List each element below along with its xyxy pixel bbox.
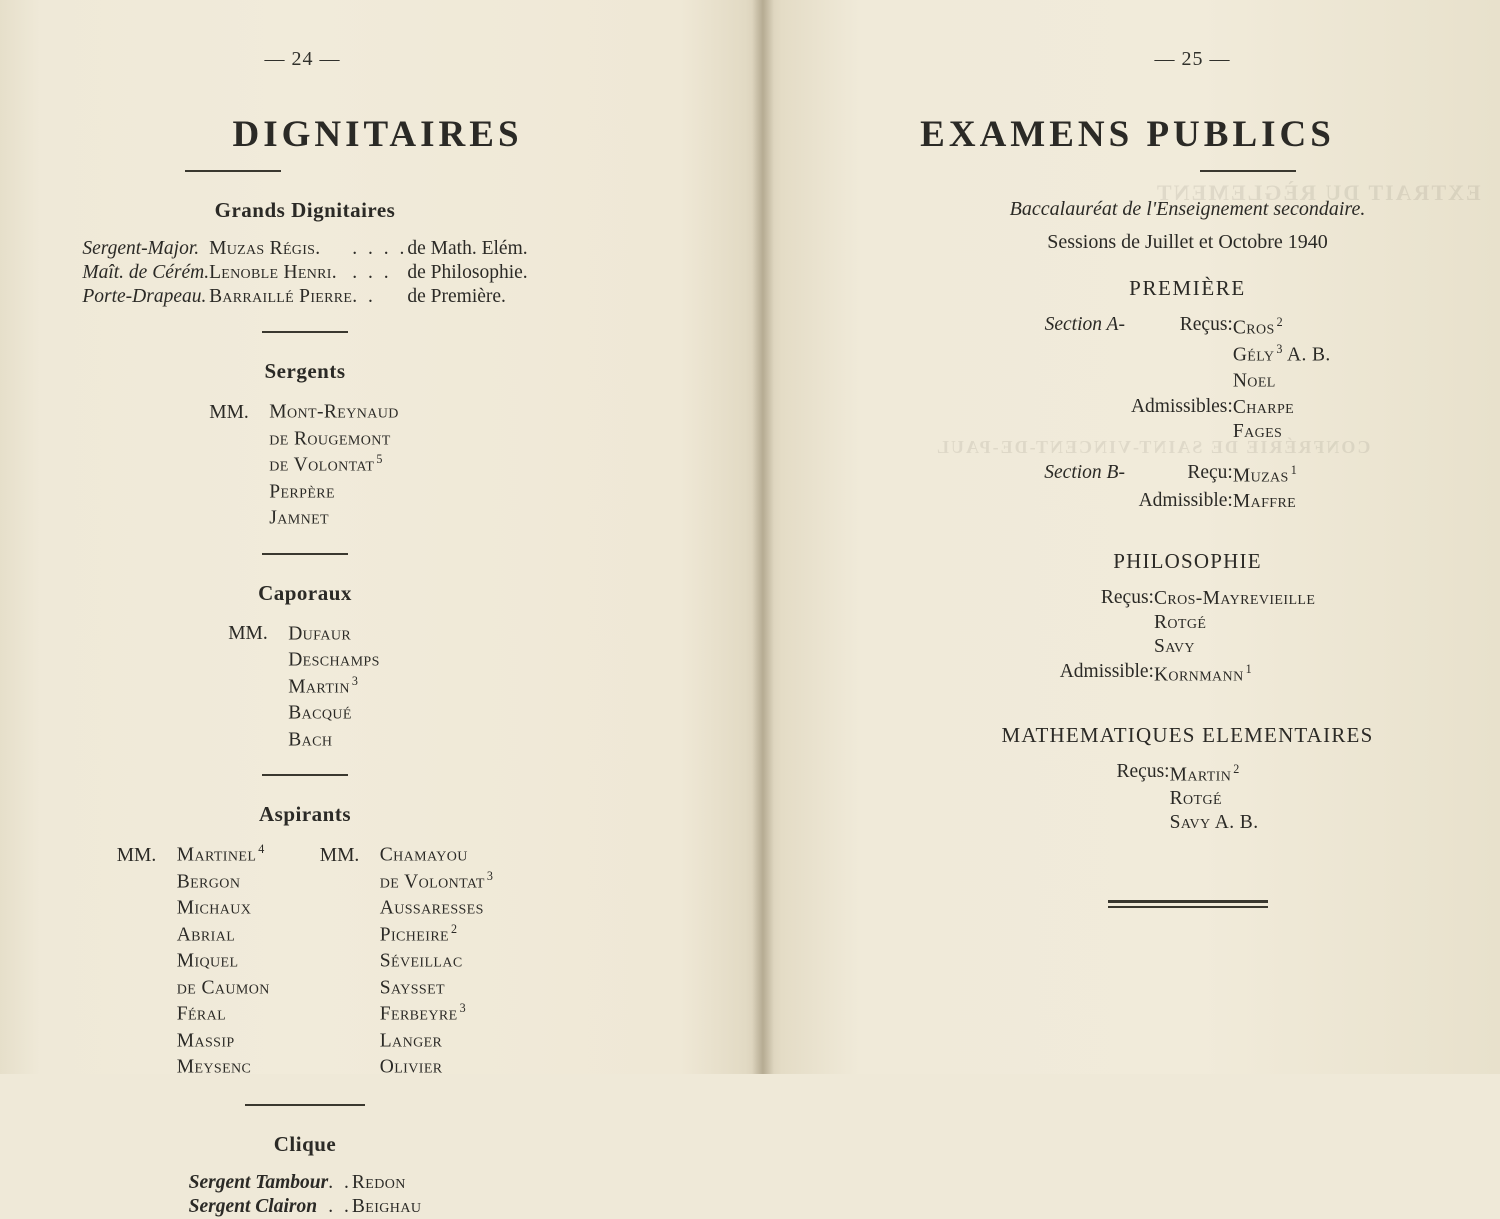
footnote-marker [445, 975, 447, 989]
person-name: Cros $^2$ [1232, 315, 1284, 339]
dignitary-role: Porte-Drapeau. [82, 286, 207, 307]
person-name: Redon [351, 1171, 406, 1193]
list-item [320, 1027, 494, 1054]
person-name: Michaux [177, 894, 272, 921]
mm-label-spacer [228, 726, 288, 753]
dash: - [1118, 314, 1125, 335]
exam-section [1044, 489, 1118, 515]
person-name: Féral [177, 1000, 272, 1027]
clique-role: Sergent Tambour [188, 1171, 329, 1193]
mm-label-spacer [228, 699, 288, 726]
footnote-marker [251, 895, 253, 909]
person-name: Massip [177, 1027, 272, 1054]
results-table-premiere [1044, 313, 1330, 515]
list-item [320, 974, 494, 1001]
person-name: de Caumon [177, 974, 272, 1001]
person-name: Chamayou [380, 841, 494, 868]
dash [1118, 395, 1131, 445]
list-item [209, 398, 401, 425]
section-divider [262, 553, 348, 555]
sergents-list [209, 398, 401, 531]
colon: : [1164, 760, 1170, 782]
section-heading-sergents: Sergents [264, 359, 346, 383]
list-item [117, 974, 272, 1001]
mm-label-spacer [320, 1000, 380, 1027]
list-item [320, 921, 494, 948]
list-item [209, 478, 401, 505]
footnote-marker [484, 895, 486, 909]
footnote-marker: 3 [1276, 341, 1283, 356]
section-heading-caporaux: Caporaux [258, 580, 352, 605]
results-table-philosophie [1060, 586, 1316, 689]
footnote-marker [391, 426, 393, 440]
mm-label: MM. [228, 623, 268, 644]
dash: - [1118, 461, 1125, 483]
footnote-marker [226, 1001, 228, 1015]
footnote-marker [235, 1028, 237, 1042]
exam-section: Section B [1044, 461, 1119, 483]
person-name: Maffre [1232, 491, 1297, 512]
footnote-marker [251, 1054, 253, 1068]
list-item [228, 620, 382, 647]
person-name: Muzas $^1$ [1232, 462, 1298, 486]
person-name: Olivier [380, 1053, 494, 1080]
list-item [320, 841, 494, 868]
leader-dots: . . [328, 1195, 352, 1217]
person-name: Rotgé [1169, 788, 1222, 809]
person-name: Séveillac [380, 947, 494, 974]
person-name: Miquel [177, 947, 272, 974]
person-name: Noel [1233, 367, 1331, 394]
mention-suffix: A. B. [1286, 344, 1331, 365]
list-item [117, 894, 272, 921]
colon: : [1227, 314, 1233, 335]
mm-label-spacer [117, 868, 177, 895]
footnote-marker: 1 [1290, 462, 1298, 477]
person-name: Cros-Mayrevieille [1153, 588, 1316, 609]
mm-label-spacer [320, 894, 380, 921]
table-row [82, 261, 527, 285]
person-name: Charpe [1232, 396, 1295, 418]
list-item [320, 947, 494, 974]
table-row [189, 1171, 422, 1195]
footnote-marker [352, 700, 354, 714]
leader-dots: . . [328, 1171, 352, 1193]
dignitary-class: de Philosophie. [407, 262, 528, 283]
mm-label-spacer [320, 1053, 380, 1080]
footnote-marker [240, 869, 242, 883]
section-heading-clique: Clique [273, 1131, 337, 1156]
footnote-marker: 3 [351, 673, 359, 688]
dignitary-role: Maît. de Cérém. [82, 262, 210, 283]
person-name: Gély $^3$ A. B. [1232, 341, 1331, 365]
person-name: Saysset [380, 974, 494, 1001]
mm-label-spacer [209, 478, 269, 505]
result-label: Admissibles [1130, 395, 1228, 417]
results-table-mathematiques [1117, 760, 1259, 837]
footnote-marker [332, 727, 334, 741]
dash [1118, 489, 1131, 515]
exam-section: Section A [1044, 314, 1119, 335]
list-item [320, 1053, 494, 1080]
colon: : [1227, 490, 1233, 511]
footnote-marker [335, 479, 337, 493]
dignitary-role: Sergent-Major. [82, 238, 200, 259]
footnote-marker [468, 842, 470, 856]
end-ornament-rule [1108, 900, 1268, 908]
section-heading-aspirants: Aspirants [258, 802, 352, 826]
result-label: Admissible [1138, 490, 1228, 511]
dignitary-name: Barraillé Pierre [209, 286, 353, 307]
result-names [1170, 760, 1259, 837]
table-row [1044, 395, 1330, 445]
person-name: Perpère [269, 478, 401, 505]
person-name: Savy [1153, 636, 1195, 657]
leader-dots: . . [352, 286, 376, 307]
leader-dots: . . . [352, 262, 392, 283]
list-item [228, 699, 382, 726]
footnote-marker: 2 [1233, 761, 1240, 776]
list-item [320, 1000, 494, 1027]
person-name: Ferbeyre $^3$ [379, 1001, 467, 1025]
footnote-marker [270, 975, 272, 989]
colon: : [1227, 461, 1233, 483]
mm-label-spacer [228, 673, 288, 700]
person-name: Bacqué [288, 699, 382, 726]
footnote-marker: 2 [451, 921, 458, 936]
dignitary-name: Lenoble Henri. [209, 262, 337, 283]
person-name: Dufaur [288, 620, 382, 647]
aspirants-columns [0, 841, 755, 1080]
list-item [117, 868, 272, 895]
table-row [189, 1195, 422, 1219]
dignitary-class: de Première. [407, 286, 506, 307]
mm-label-spacer [320, 868, 380, 895]
person-name: Martinel $^4$ [176, 842, 265, 866]
table-row [1060, 660, 1316, 689]
colon: : [1148, 661, 1154, 682]
section-divider [262, 331, 348, 333]
person-name: Kornmann $^1$ [1153, 662, 1253, 686]
person-name: Aussaresses [380, 894, 494, 921]
person-name: de Volontat $^5$ [269, 452, 383, 476]
list-item [209, 504, 401, 531]
title-rule-left [185, 170, 281, 172]
result-names [1233, 395, 1331, 445]
person-name: Meysenc [177, 1053, 272, 1080]
list-item [320, 868, 494, 895]
clique-role: Sergent Clairon [188, 1195, 318, 1217]
section-divider [245, 1104, 365, 1106]
person-name: Martin $^3$ [288, 673, 359, 697]
bleed-through-text-2: CONFRÉRIE DE SAINT-VINCENT-DE-PAUL [935, 437, 1371, 457]
mm-label-spacer [320, 974, 380, 1001]
table-row [1044, 313, 1330, 395]
page-title-right: EXAMENS PUBLICS [920, 114, 1335, 155]
caporaux-list [228, 620, 382, 753]
person-name: Martin $^2$ [1169, 761, 1240, 785]
footnote-marker [351, 621, 353, 635]
footnote-marker [442, 1028, 444, 1042]
person-name: Savy A. B. [1169, 812, 1259, 833]
result-names [1154, 660, 1315, 689]
result-label: Reçus [1100, 587, 1149, 608]
table-row [1044, 461, 1330, 490]
person-name: Jamnet [269, 504, 401, 531]
footnote-marker: 3 [486, 868, 494, 883]
list-item [209, 451, 401, 478]
list-item [320, 894, 494, 921]
table-row [82, 285, 527, 309]
exam-section [1044, 395, 1118, 445]
mm-label-spacer [117, 974, 177, 1001]
page-title-left: DIGNITAIRES [232, 114, 523, 155]
footnote-marker [1276, 368, 1278, 382]
page-number-right: — 25 — [1154, 48, 1231, 70]
aspirants-column-1 [117, 841, 272, 1080]
mm-label-spacer [117, 894, 177, 921]
mm-label-spacer [228, 646, 288, 673]
list-item [228, 726, 382, 753]
exam-subtitle-italic: Baccalauréat de l'Enseignement secondaire. [1009, 198, 1366, 220]
person-name: Beighau [351, 1195, 422, 1217]
table-row [82, 237, 527, 261]
leader-dots: . . . . [352, 238, 408, 259]
mm-label-spacer [320, 921, 380, 948]
table-row [1060, 586, 1316, 660]
result-names [1233, 461, 1331, 490]
mm-label-spacer [209, 425, 269, 452]
right-page [755, 0, 1500, 1074]
mention-suffix: A. B. [1214, 812, 1259, 833]
mm-label-spacer [117, 1053, 177, 1080]
footnote-marker [238, 948, 240, 962]
exam-sessions: Sessions de Juillet et Octobre 1940 [1047, 231, 1328, 253]
list-item [117, 947, 272, 974]
mm-label-spacer [117, 1027, 177, 1054]
mm-label-spacer [117, 1000, 177, 1027]
mm-label-spacer [209, 504, 269, 531]
person-name: Picheire $^2$ [379, 921, 458, 945]
dignitary-name: Muzas Régis. [209, 238, 321, 259]
list-item [117, 921, 272, 948]
page-number-left: — 24 — [264, 48, 341, 70]
person-name: de Rougemont [269, 425, 401, 452]
list-item [228, 673, 382, 700]
mm-label-spacer [209, 451, 269, 478]
footnote-marker: 5 [376, 452, 383, 466]
person-name: Mont-Reynaud [269, 398, 401, 425]
result-label: Reçus [1179, 314, 1228, 335]
footnote-marker: 4 [258, 842, 265, 856]
footnote-marker: 1 [1245, 662, 1253, 676]
right-page-body [875, 198, 1500, 908]
footnote-marker [443, 1054, 445, 1068]
aspirants-column-2 [320, 841, 494, 1080]
person-name: Rotgé [1153, 612, 1207, 633]
list-item [209, 425, 401, 452]
result-names [1233, 489, 1331, 515]
person-name: Bach [288, 726, 382, 753]
section-heading-grands-dignitaires: Grands Dignitaires [214, 198, 396, 222]
colon: : [1227, 395, 1233, 417]
exam-heading-mathematiques: MATHEMATIQUES ELEMENTAIRES [1001, 722, 1374, 747]
person-name: Abrial [177, 921, 272, 948]
result-names [1233, 313, 1331, 395]
exam-heading-philosophie: PHILOSOPHIE [1113, 549, 1262, 573]
result-label: Reçu [1187, 461, 1228, 483]
exam-heading-premiere: PREMIÈRE [1129, 276, 1246, 300]
left-page-body [0, 198, 755, 1219]
mm-label-spacer [117, 921, 177, 948]
result-names [1154, 586, 1315, 660]
list-item [228, 646, 382, 673]
list-item [117, 1000, 272, 1027]
mm-label-spacer [117, 947, 177, 974]
footnote-marker [380, 647, 382, 661]
person-name: Langer [380, 1027, 494, 1054]
person-name: Deschamps [288, 646, 382, 673]
footnote-marker [235, 922, 237, 936]
section-divider [262, 774, 348, 776]
bleed-through-text-1: EXTRAIT DU RÈGLEMENT [1155, 180, 1481, 205]
footnote-marker [329, 505, 331, 519]
result-label: Admissible [1059, 661, 1149, 682]
clique-table [189, 1171, 422, 1219]
mm-label: MM. [116, 844, 157, 866]
list-item [117, 1027, 272, 1054]
spacer-row [1044, 445, 1330, 461]
mm-label-spacer [320, 1027, 380, 1054]
person-name: Fages [1232, 420, 1283, 442]
grands-dignitaires-table [82, 237, 527, 309]
dignitary-class: de Math. Elém. [407, 238, 528, 259]
title-rule-right [1200, 170, 1296, 172]
colon: : [1148, 587, 1154, 608]
table-row [1117, 760, 1259, 837]
list-item [117, 841, 272, 868]
mm-label: MM. [319, 844, 360, 866]
person-name: Bergon [177, 868, 272, 895]
list-item [117, 1053, 272, 1080]
mm-label-spacer [320, 947, 380, 974]
table-row [1044, 489, 1330, 515]
footnote-marker [399, 399, 401, 413]
mm-label: MM. [209, 401, 249, 423]
result-label: Reçus [1116, 760, 1165, 782]
footnote-marker [463, 948, 465, 962]
footnote-marker: 3 [459, 1001, 467, 1015]
footnote-marker: 2 [1276, 315, 1284, 329]
person-name: de Volontat $^3$ [379, 868, 494, 892]
